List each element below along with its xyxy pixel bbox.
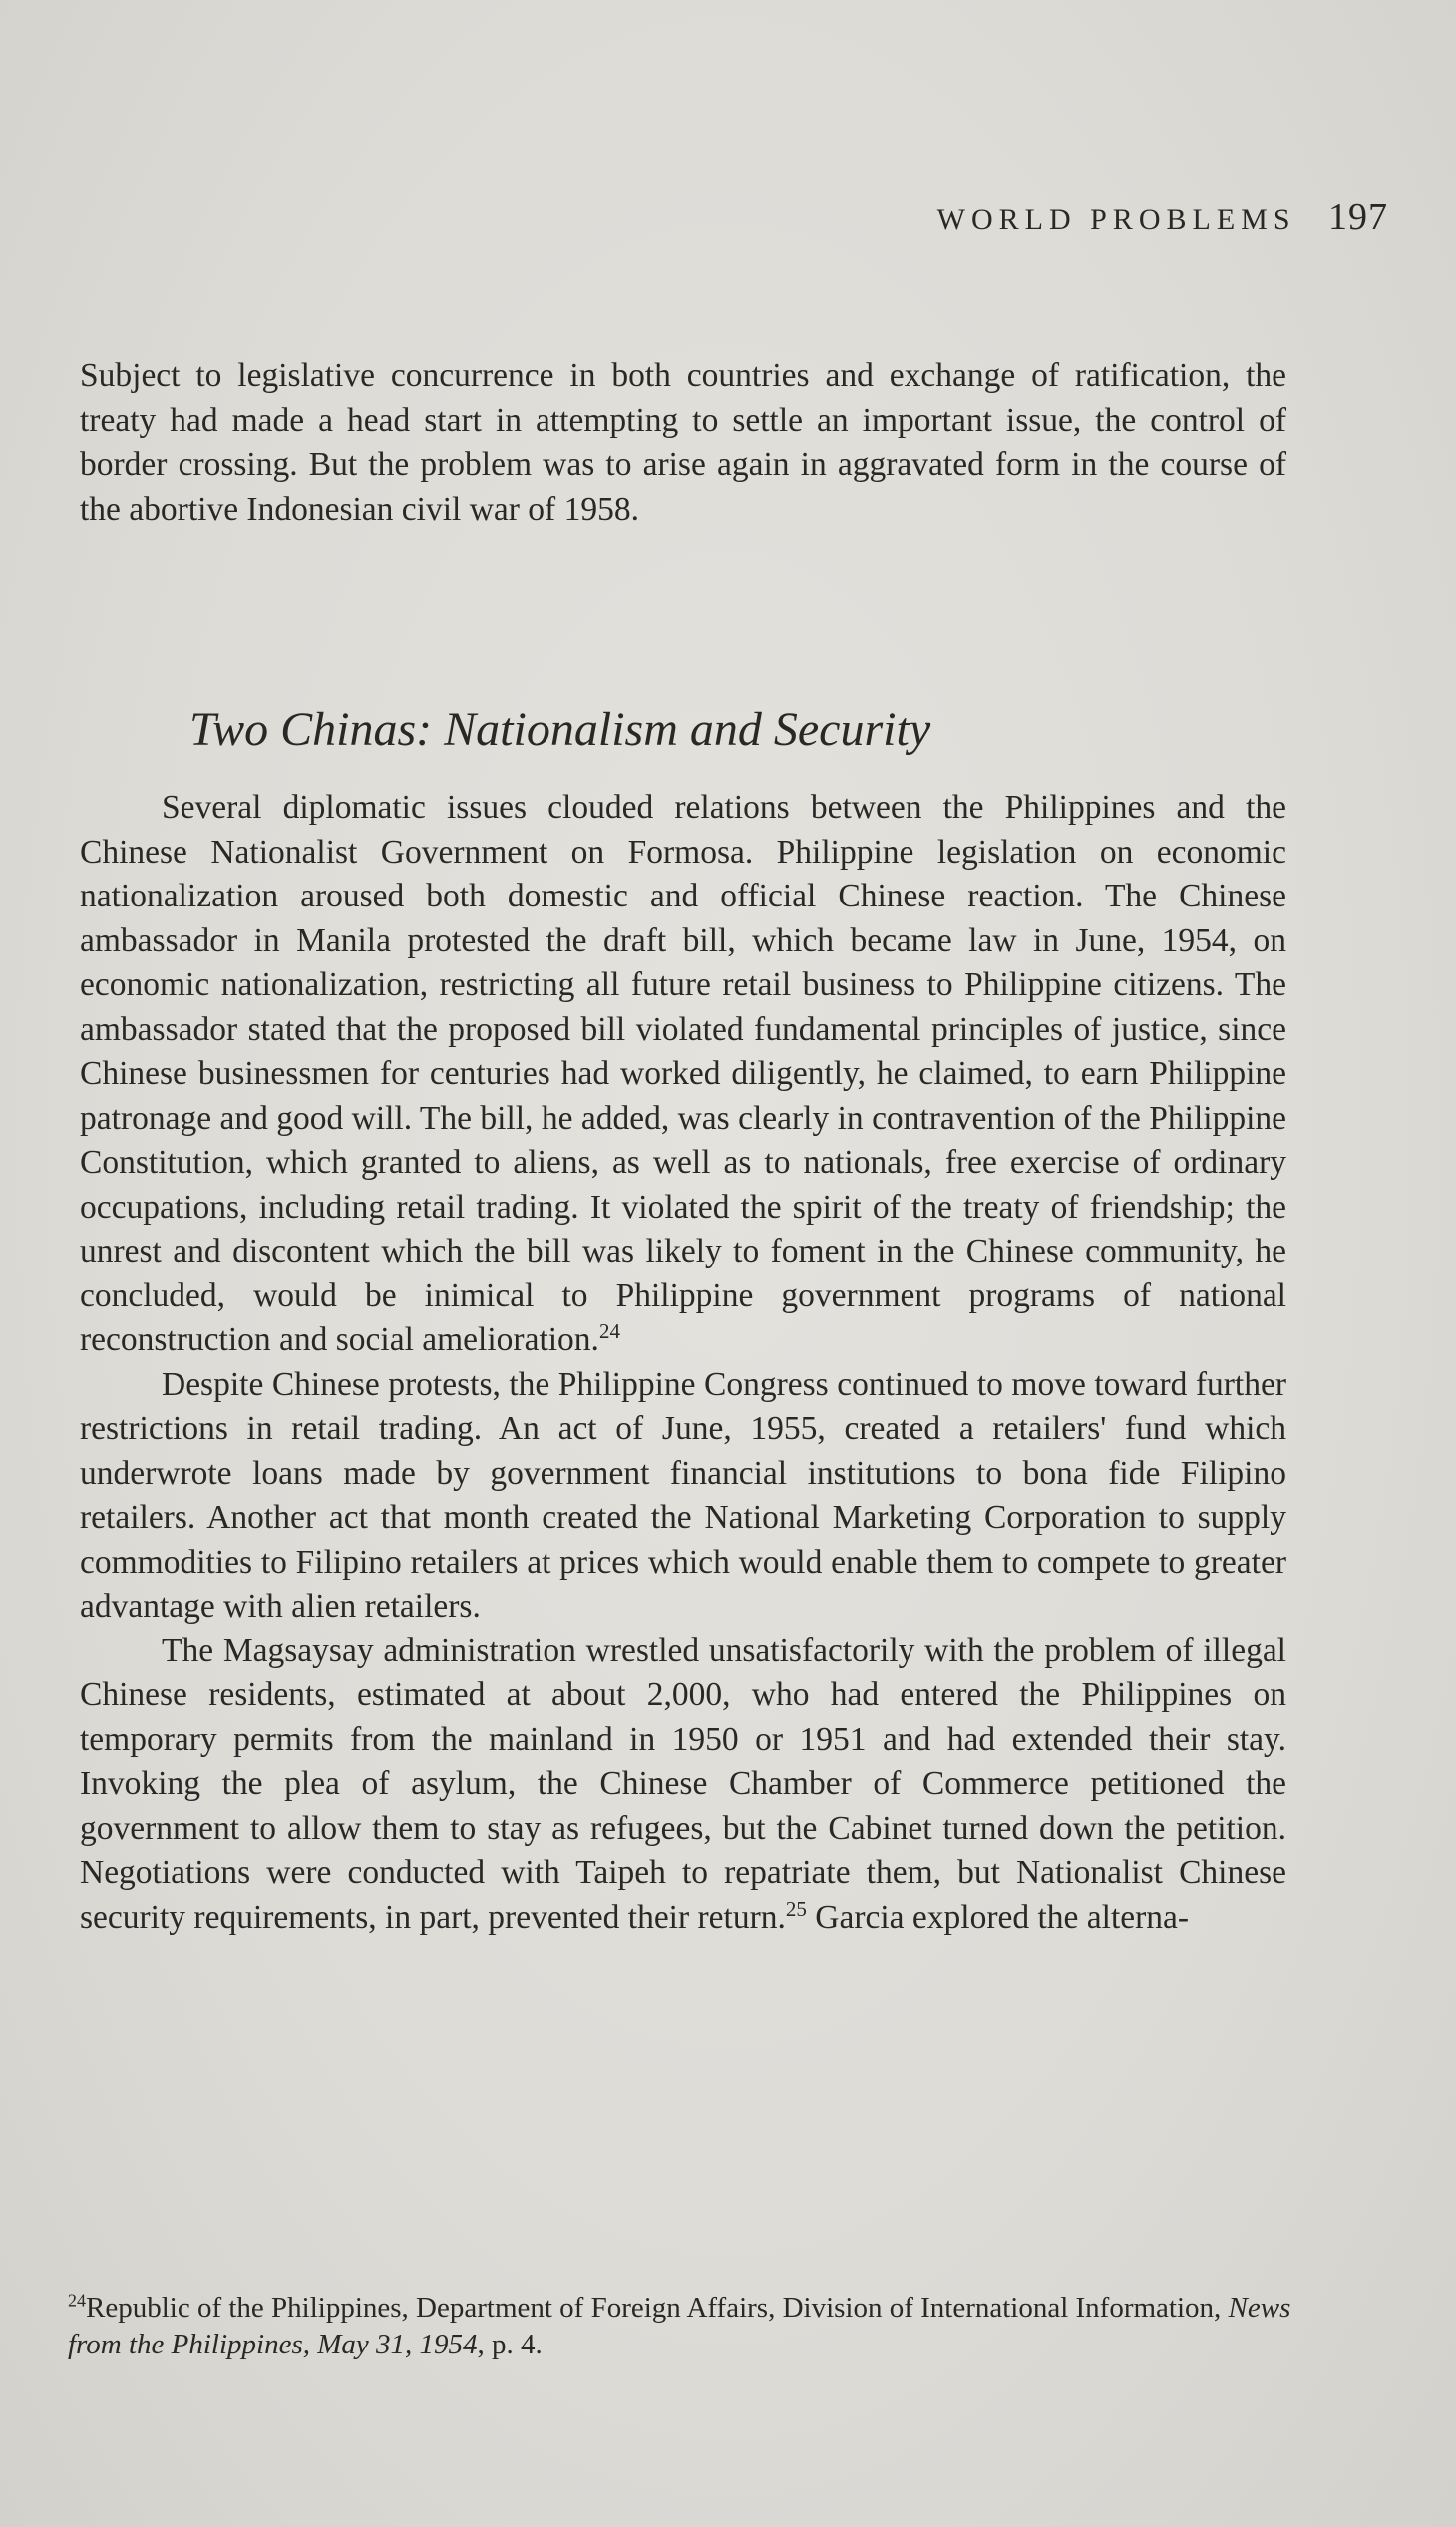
footnote-text: Republic of the Philippines, Department of Foreign Affairs, Division of International Information, <box>86 2292 1229 2324</box>
intro-block <box>80 354 1286 532</box>
intro-paragraph: Subject to legislative concurrence in both countries and exchange of ratification, the treaty had made a head start in attempting to settle an important issue, the control of border crossing. But the problem was to arise again in aggravated form in the course of the abortive Indonesian civil war of 1958. <box>80 357 1286 528</box>
footnote-page: , p. 4. <box>477 2329 543 2360</box>
footnote <box>68 2290 1296 2363</box>
footnote-publication-title: News from the Philippines, May 31, 1954 <box>68 2292 1291 2360</box>
body-paragraph <box>80 1629 1286 1941</box>
body-paragraph <box>80 1363 1286 1629</box>
paragraph-continuation: Garcia explored the alterna- <box>806 1898 1190 1936</box>
paragraph-text: The Magsaysay administration wrestled unsatisfactorily with the problem of illegal Chinese residents, estimated at about 2,000, who had entered the Philippines on temporary permits from the mainland in 1950 or 1951 and had extended their stay. Invoking the plea of asylum, the Chinese Chamber of Commerce petitioned the government to allow them to stay as refugees, but the Cabinet turned down the petition. Negotiations were conducted with Taipeh to repatriate them, but Nationalist Chinese security requirements, in part, prevented their return. <box>80 1631 1286 1936</box>
footnote-number: 24 <box>68 2290 86 2311</box>
section-heading: Two Chinas: Nationalism and Security <box>189 703 931 756</box>
body-paragraph <box>80 786 1286 1363</box>
running-title: WORLD PROBLEMS <box>936 203 1296 236</box>
footnote-reference: 25 <box>785 1896 807 1921</box>
section-body <box>80 786 1286 1940</box>
footnote-reference: 24 <box>598 1318 620 1343</box>
paragraph-text: Several diplomatic issues clouded relations between the Philippines and the Chinese Nationalist Government on Formosa. Philippine legislation on economic nationalization aroused both domestic and official Chinese reaction. The Chinese ambassador in Manila protested the draft bill, which became law in June, 1954, on economic nationalization, restricting all future retail business to Philippine citizens. The ambassador stated that the proposed bill violated fundamental principles of justice, since Chinese businessmen for centuries had worked diligently, he claimed, to earn Philippine patronage and good will. The bill, he added, was clearly in contravention of the Philippine Constitution, which granted to aliens, as well as to nationals, free exercise of ordinary occupations, including retail trading. It violated the spirit of the treaty of friendship; the unrest and discontent which the bill was likely to foment in the Chinese community, he concluded, would be inimical to Philippine government programs of national reconstruction and social amelioration. <box>80 789 1286 1358</box>
page-number: 197 <box>1328 196 1388 238</box>
running-head <box>937 195 1388 239</box>
paragraph-text: Despite Chinese protests, the Philippine Congress continued to move toward further restrictions in retail trading. An act of June, 1955, created a retailers' fund which underwrote loans made by government financial institutions to bona fide Filipino retailers. Another act that month created the National Marketing Corporation to supply commodities to Filipino retailers at prices which would enable them to compete to greater advantage with alien retailers. <box>80 1365 1286 1624</box>
